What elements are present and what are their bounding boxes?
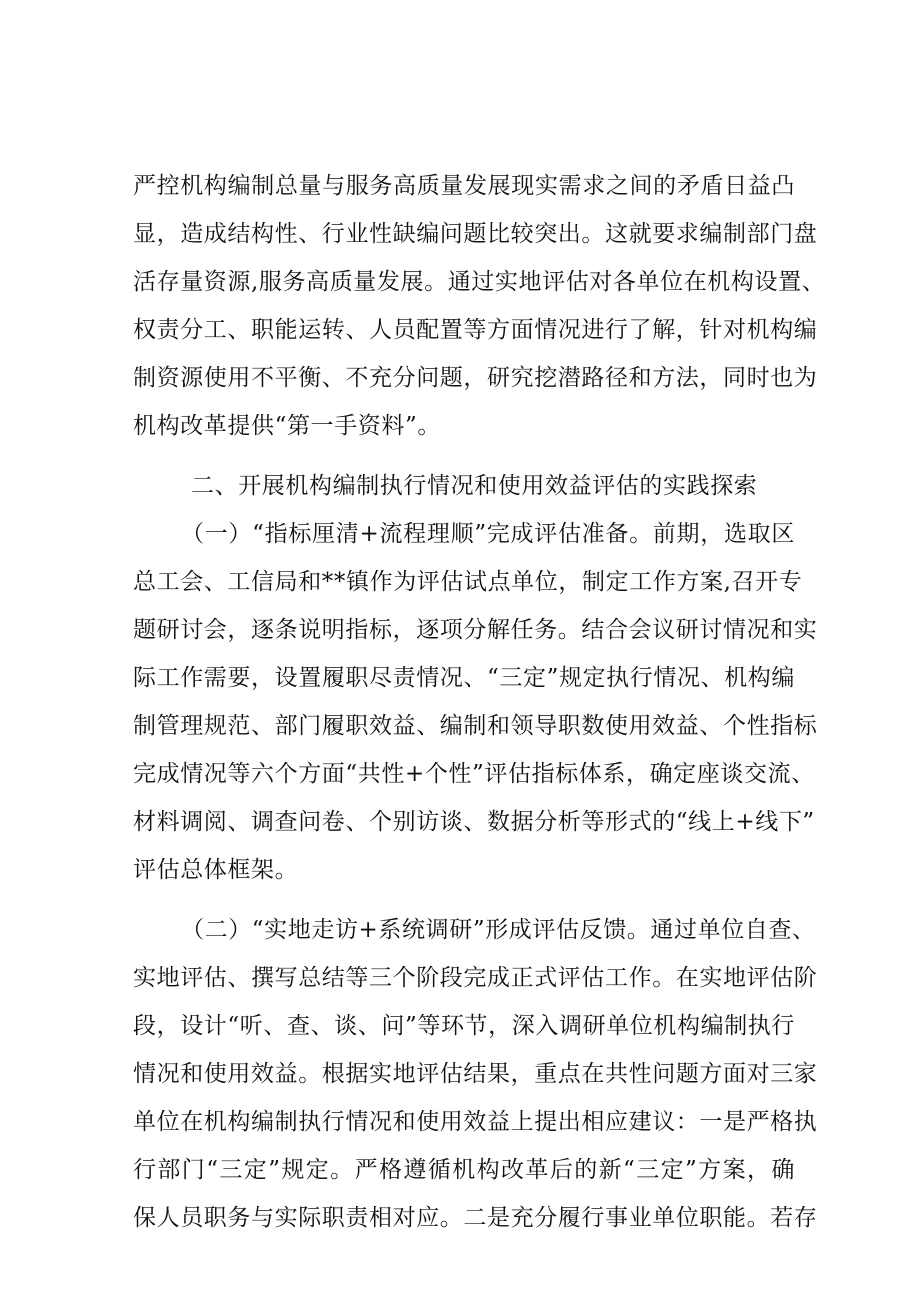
document-body — [133, 162, 826, 1242]
text-line: 权责分工、职能运转、人员配置等方面情况进行了解，针对机构编 — [133, 317, 818, 343]
text-line: 严控机构编制总量与服务高质量发展现实需求之间的矛盾日益凸 — [133, 173, 795, 199]
text-line: 行部门“三定”规定。严格遵循机构改革后的新“三定”方案，确 — [133, 1157, 795, 1183]
paragraph-subsection-1 — [133, 510, 818, 894]
text-line: 显，造成结构性、行业性缺编问题比较突出。这就要求编制部门盘 — [133, 221, 818, 247]
text-line: 保人员职务与实际职责相对应。二是充分履行事业单位职能。若存 — [133, 1205, 818, 1231]
text-line: 完成情况等六个方面“共性+个性”评估指标体系，确定座谈交流、 — [133, 761, 815, 787]
text-line: （二）“实地走访+系统调研”形成评估反馈。通过单位自查、 — [181, 917, 816, 943]
heading-text: 二、开展机构编制执行情况和使用效益评估的实践探索 — [191, 473, 758, 499]
paragraph-subsection-2 — [133, 906, 818, 1242]
text-line: 材料调阅、调查问卷、个别访谈、数据分析等形式的“线上+线下” — [133, 809, 815, 835]
text-line: 活存量资源,服务高质量发展。通过实地评估对各单位在机构设置、 — [133, 269, 826, 295]
text-line: 情况和使用效益。根据实地评估结果，重点在共性问题方面对三家 — [133, 1061, 818, 1087]
text-line: 制资源使用不平衡、不充分问题，研究挖潜路径和方法，同时也为 — [133, 365, 818, 391]
text-line: 制管理规范、部门履职效益、编制和领导职数使用效益、个性指标 — [133, 713, 818, 739]
text-line: 机构改革提供“第一手资料”。 — [133, 413, 441, 439]
text-line: 段，设计“听、查、谈、问”等环节，深入调研单位机构编制执行 — [133, 1013, 795, 1039]
text-line: 单位在机构编制执行情况和使用效益上提出相应建议：一是严格执 — [133, 1109, 818, 1135]
text-line: （一）“指标厘清+流程理顺”完成评估准备。前期，选取区 — [181, 521, 795, 547]
text-line: 实地评估、撰写总结等三个阶段完成正式评估工作。在实地评估阶 — [133, 965, 818, 991]
text-line: 总工会、工信局和**镇作为评估试点单位，制定工作方案,召开专 — [133, 569, 803, 595]
text-line: 题研讨会，逐条说明指标，逐项分解任务。结合会议研讨情况和实 — [133, 617, 818, 643]
paragraph-intro-continuation — [133, 162, 826, 450]
section-heading — [133, 462, 795, 510]
text-line: 际工作需要，设置履职尽责情况、“三定”规定执行情况、机构编 — [133, 665, 795, 691]
text-line: 评估总体框架。 — [133, 857, 299, 883]
